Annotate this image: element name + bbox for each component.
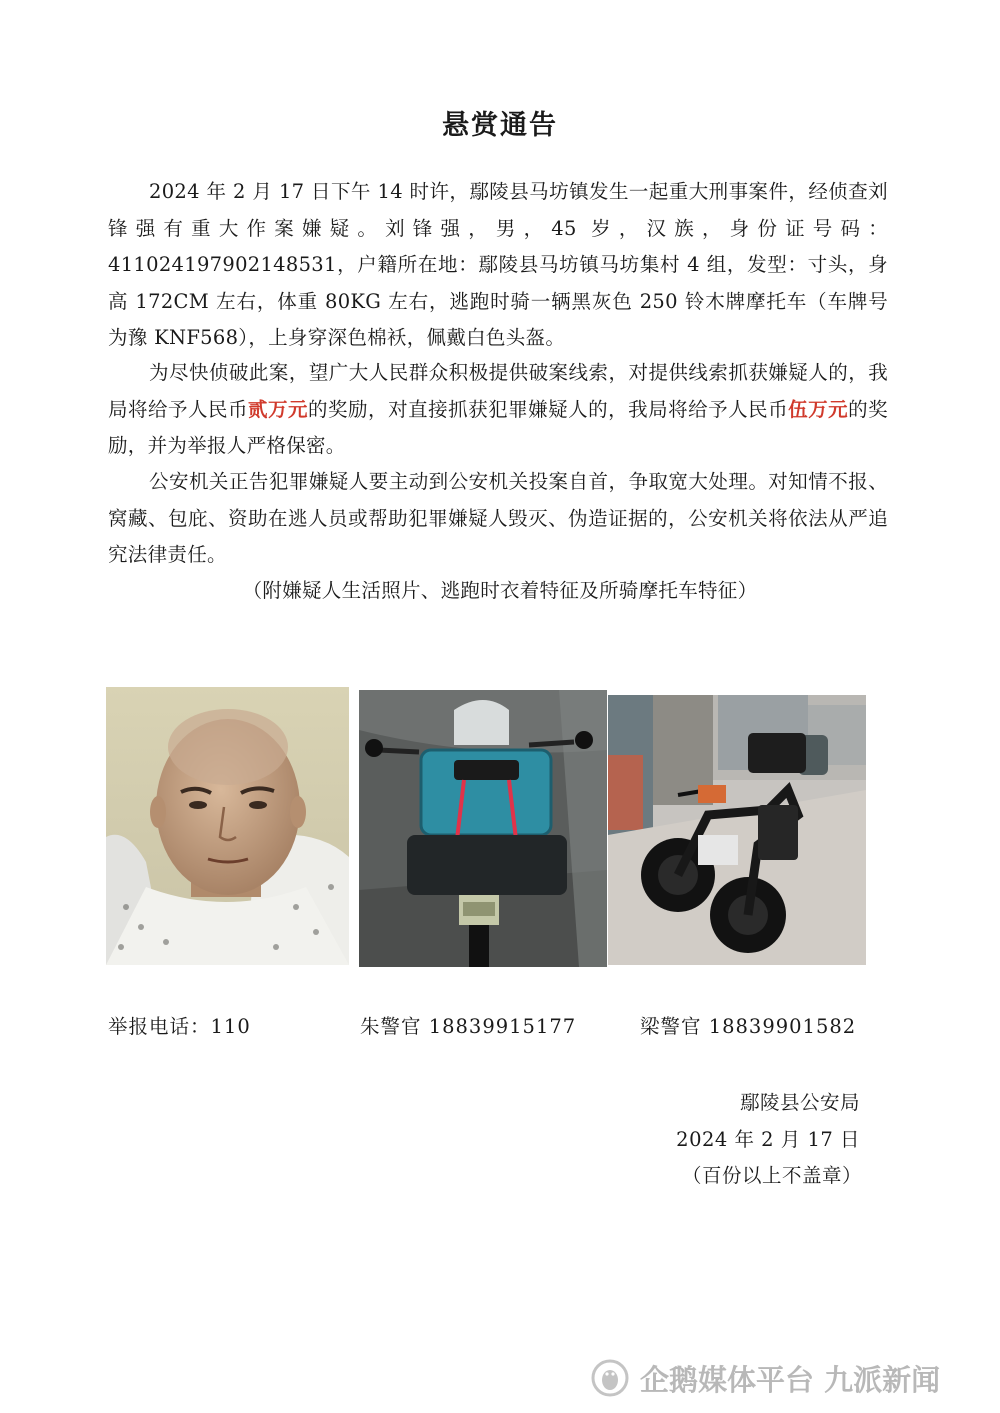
watermark <box>590 1356 940 1400</box>
case-description <box>108 174 888 357</box>
case-description-text: 2024 年 2 月 17 日下午 14 时许，鄢陵县马坊镇发生一起重大刑事案件，经侦查刘锋强有重大作案嫌疑。刘锋强，男，45 岁，汉族，身份证号码：411024197902148531，户籍所在地：鄢陵县马坊镇马坊集村 4 组，发型：寸头，身高 172CM 左右，体重 80KG 左右，逃跑时骑一辆黑灰色 250 铃木牌摩托车（车牌号为豫 KNF568），上身穿深色棉袄，佩戴白色头盔。 <box>108 180 888 349</box>
suspect-photo <box>106 687 349 965</box>
officer-liang-contact: 梁警官 18839901582 <box>640 1015 857 1038</box>
issue-date: 2024 年 2 月 17 日 <box>676 1128 860 1151</box>
watermark-text: 企鹅媒体平台 九派新闻 <box>640 1362 941 1397</box>
hotline: 举报电话：110 <box>108 1015 251 1038</box>
officer-zhu-contact: 朱警官 18839915177 <box>360 1015 577 1038</box>
reward-amount-clue: 贰万元 <box>248 397 309 421</box>
penguin-logo-icon <box>590 1358 630 1398</box>
warning-text: 公安机关正告犯罪嫌疑人要主动到公安机关投案自首，争取宽大处理。对知情不报、窝藏、包庇、资助在逃人员或帮助犯罪嫌疑人毁灭、伪造证据的，公安机关将依法从严追究法律责任。 <box>108 470 888 566</box>
reward-paragraph <box>108 355 888 465</box>
notice-title: 悬赏通告 <box>442 110 558 141</box>
motorcycle-rear-photo <box>359 690 607 967</box>
stamp-note: （百份以上不盖章） <box>681 1164 862 1187</box>
reward-text-a: 为尽快侦破此案，望广大人民群众积极提供破案线索，对提供线索抓获嫌疑人的，我局将给予人民币 <box>108 361 888 421</box>
issuer: 鄢陵县公安局 <box>739 1091 860 1114</box>
reward-text-b: 的奖励，对直接抓获犯罪嫌疑人的，我局将给予人民币 <box>308 397 789 421</box>
reward-text-c: 的奖励，并为举报人严格保密。 <box>108 397 888 457</box>
photo-caption: （附嫌疑人生活照片、逃跑时衣着特征及所骑摩托车特征） <box>242 579 758 602</box>
reward-amount-capture: 伍万元 <box>788 397 849 421</box>
motorcycle-side-photo <box>608 695 866 965</box>
warning-paragraph <box>108 464 888 574</box>
